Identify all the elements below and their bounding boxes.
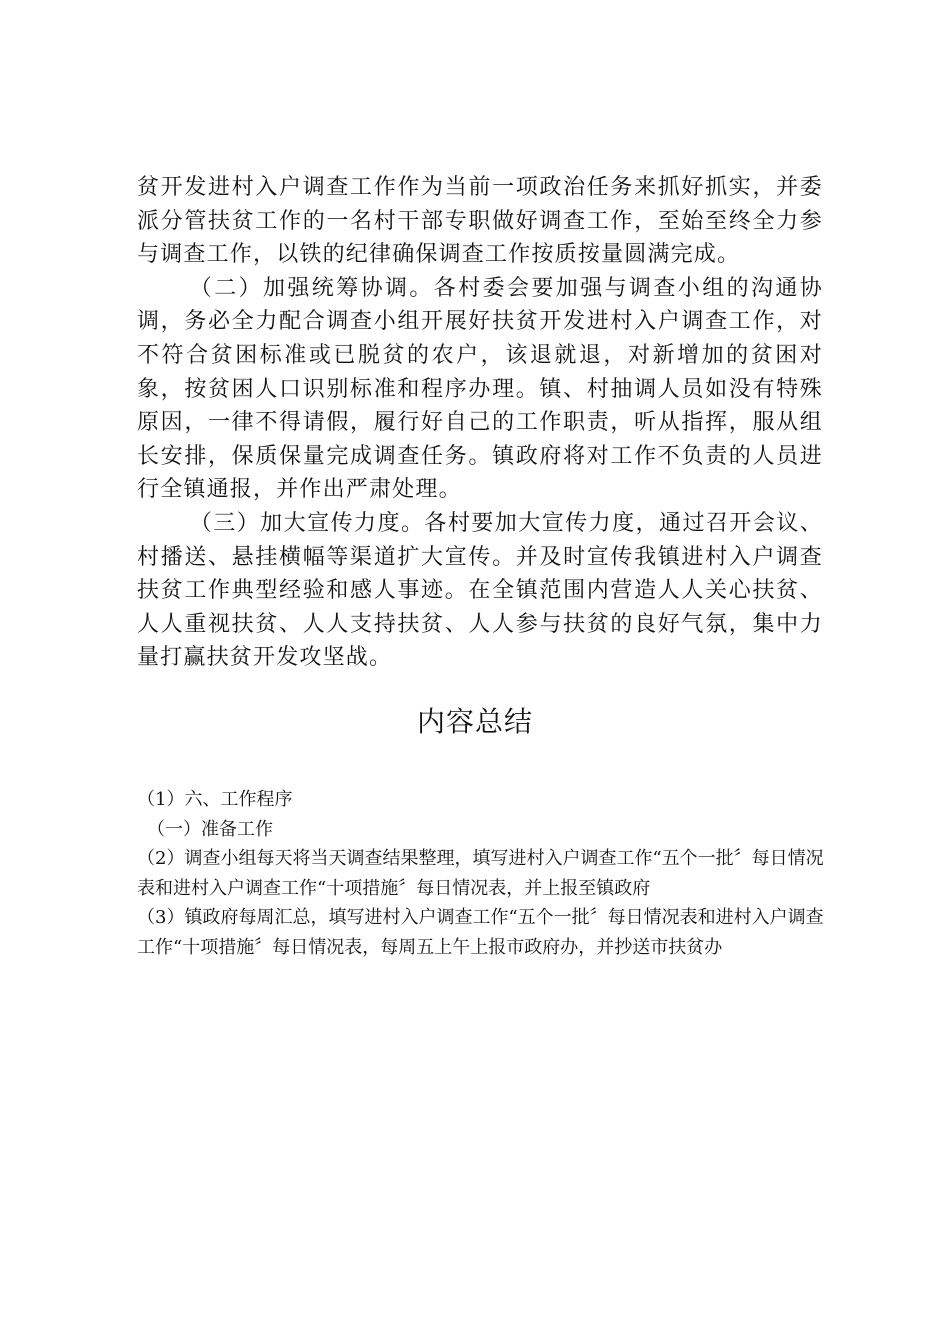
summary-title: 内容总结: [416, 705, 533, 738]
body-paragraph: （三）加大宣传力度。各村要加大宣传力度，通过召开会议、村播送、悬挂横幅等渠道扩大宣传。并及时宣传我镇进村入户调查扶贫工作典型经验和感人事迹。在全镇范围内营造人人关心扶贫、人人重视扶贫、人人支持扶贫、人人参与扶贫的良好气氛，集中力量打赢扶贫开发攻坚战。: [137, 510, 823, 671]
summary-item: （1）六、工作程序: [137, 789, 293, 810]
body-paragraph: 贫开发进村入户调查工作作为当前一项政治任务来抓好抓实，并委派分管扶贫工作的一名村干部专职做好调查工作，至始至终全力参与调查工作，以铁的纪律确保调查工作按质按量圆满完成。: [137, 175, 823, 268]
summary-item: （2）调查小组每天将当天调查结果整理，填写进村入户调查工作“五个一批〞每日情况表和进村入户调查工作“十项措施〞每日情况表，并上报至镇政府: [137, 848, 824, 899]
summary-item: （3）镇政府每周汇总，填写进村入户调查工作“五个一批〞每日情况表和进村入户调查工作“十项措施〞每日情况表，每周五上午上报市政府办，并抄送市扶贫办: [137, 907, 824, 958]
summary-item: （一）准备工作: [147, 818, 273, 840]
summary-list: [137, 785, 827, 962]
document-body: [137, 171, 823, 675]
body-paragraph: （二）加强统筹协调。各村委会要加强与调查小组的沟通协调，务必全力配合调查小组开展好扶贫开发进村入户调查工作，对不符合贫困标准或已脱贫的农户，该退就退，对新增加的贫困对象，按贫困人口识别标准和程序办理。镇、村抽调人员如没有特殊原因，一律不得请假，履行好自己的工作职责，听从指挥，服从组长安排，保质保量完成调查任务。镇政府将对工作不负责的人员进行全镇通报，并作出严肃处理。: [137, 275, 823, 503]
